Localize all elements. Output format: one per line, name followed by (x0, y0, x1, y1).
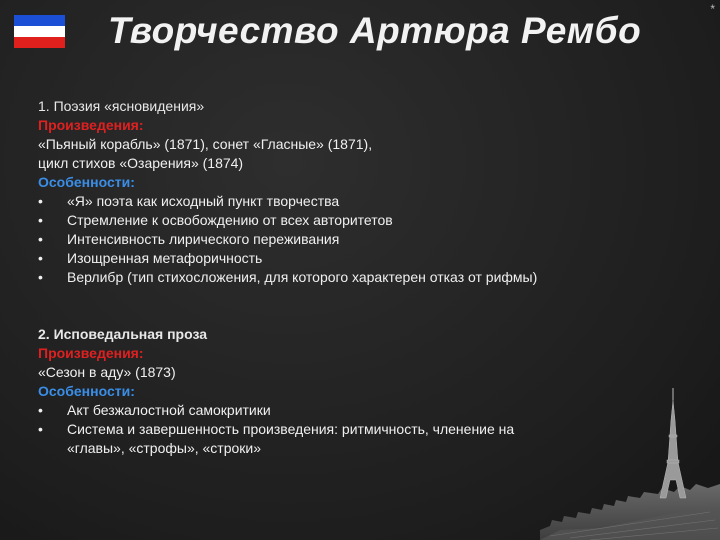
section2-works-label: Произведения: (38, 345, 144, 361)
list-item-text: «Я» поэта как исходный пункт творчества (67, 193, 340, 209)
list-item (38, 249, 678, 268)
eiffel-tower-skyline-icon (540, 380, 720, 540)
section1-features-label: Особенности: (38, 174, 135, 190)
bullet-icon: • (38, 193, 43, 209)
list-item (38, 211, 678, 230)
section1-heading: 1. Поэзия «ясновидения» (38, 98, 205, 114)
section2-features-label: Особенности: (38, 383, 135, 399)
list-item (38, 268, 678, 287)
list-item-text: Изощренная метафоричность (67, 250, 263, 266)
section2-heading: 2. Исповедальная проза (38, 326, 208, 342)
section1-works-line1: «Пьяный корабль» (1871), сонет «Гласные» (1871), (38, 136, 373, 152)
corner-mark: * (710, 2, 715, 16)
bullet-icon: • (38, 421, 43, 437)
section2-works-line1: «Сезон в аду» (1873) (38, 364, 176, 380)
bullet-icon: • (38, 212, 43, 228)
list-item (38, 192, 678, 211)
list-item-text: Акт безжалостной самокритики (67, 402, 271, 418)
section1-works-label: Произведения: (38, 117, 144, 133)
flag-icon (14, 15, 65, 48)
bullet-icon: • (38, 231, 43, 247)
list-item-text: Система и завершенность произведения: ритмичность, членение на (67, 421, 515, 437)
list-item-text: Верлибр (тип стихосложения, для которого характерен отказ от рифмы) (67, 269, 538, 285)
slide-title: Творчество Артюра Рембо (108, 10, 642, 51)
list-item-text: Стремление к освобождению от всех авторитетов (67, 212, 393, 228)
list-item-text: «главы», «строфы», «строки» (67, 440, 262, 456)
list-item (38, 230, 678, 249)
bullet-icon: • (38, 402, 43, 418)
section1-works-line2: цикл стихов «Озарения» (1874) (38, 155, 244, 171)
bullet-icon: • (38, 269, 43, 285)
list-item-text: Интенсивность лирического переживания (67, 231, 340, 247)
bullet-icon: • (38, 250, 43, 266)
